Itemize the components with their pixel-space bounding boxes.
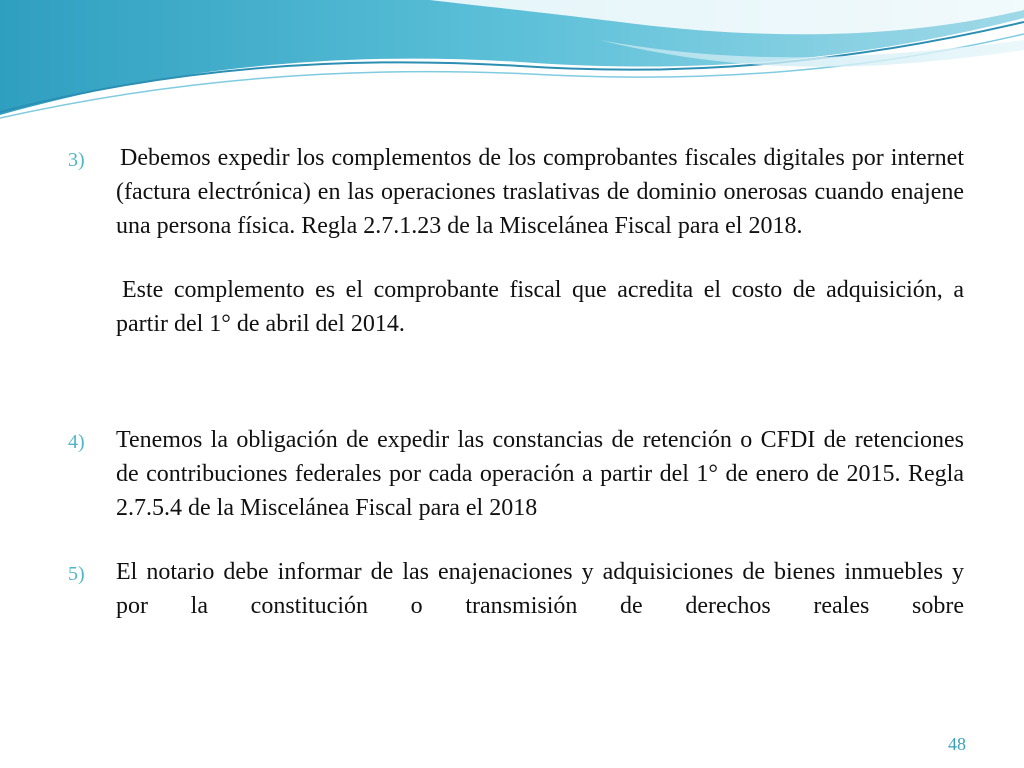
item-text: Debemos expedir los complementos de los comprobantes fiscales digitales por internet (factura electrónica) en las operaciones traslativas de dominio onerosas cuando enajene una persona física. Regla 2.7.1.23 de la Miscelánea Fiscal para el 2018. <box>116 145 964 239</box>
item-3-note: Este complemento es el comprobante fiscal que acredita el costo de adquisición, a partir del 1° de abril del 2014. <box>116 277 964 337</box>
item-text: El notario debe informar de las enajenaciones y adquisiciones de bienes inmuebles y por la constitución o transmisión de derechos reales sobre <box>116 559 964 619</box>
list-item-3 <box>68 141 964 243</box>
item-number: 3) <box>68 149 85 171</box>
item-number: 5) <box>68 563 85 585</box>
header-wave-decoration <box>0 0 1024 130</box>
item-number: 4) <box>68 431 85 453</box>
list-item-4 <box>68 423 964 525</box>
slide-body <box>68 141 964 623</box>
list-item-5 <box>68 555 964 623</box>
item-text: Tenemos la obligación de expedir las constancias de retención o CFDI de retenciones de contribuciones federales por cada operación a partir del 1° de enero de 2015. Regla 2.7.5.4 de la Miscelánea Fiscal para el 2018 <box>116 427 964 521</box>
page-number: 48 <box>948 734 966 754</box>
